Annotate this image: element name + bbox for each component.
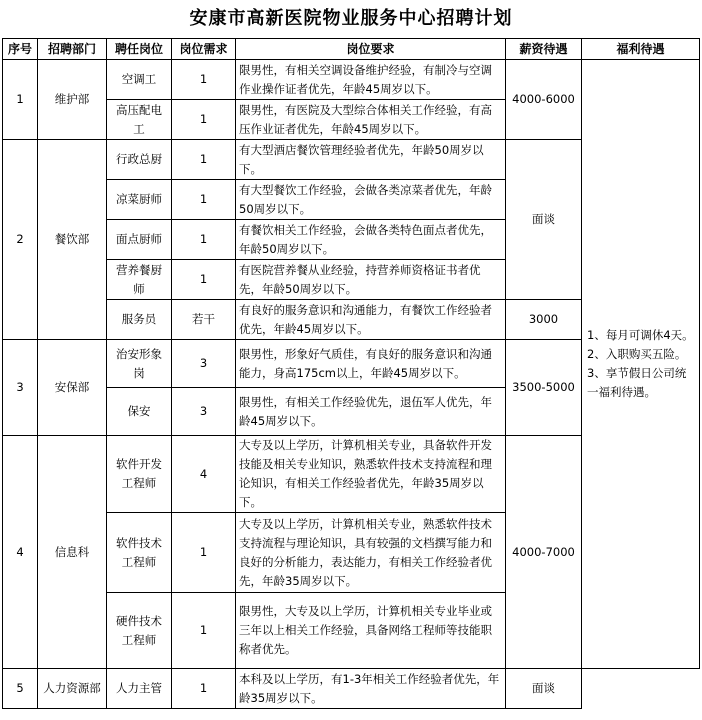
benefit-item: 1、每月可调休4天。	[587, 328, 694, 342]
position-requirement: 大专及以上学历，计算机相关专业，熟悉软件技术支持流程与理论知识，具有较强的文档撰写能力和良好的分析能力，表达能力，有相关工作经验者优先，年龄35周岁以下。	[236, 513, 506, 593]
position-count: 1	[172, 140, 236, 180]
position-requirement: 限男性，有相关工作经验优先，退伍军人优先，年龄45周岁以下。	[236, 388, 506, 436]
dept-no-1: 1	[3, 60, 38, 140]
header-benefits: 福利待遇	[582, 39, 700, 60]
dept-name-2: 餐饮部	[38, 140, 107, 340]
position-title: 高压配电工	[107, 100, 172, 140]
position-title: 软件技术工程师	[107, 513, 172, 593]
table-row	[3, 60, 700, 100]
position-title: 治安形象岗	[107, 340, 172, 388]
dept-salary-2-extra: 3000	[506, 300, 582, 340]
page-title: 安康市高新医院物业服务中心招聘计划	[189, 8, 513, 29]
position-requirement: 有医院营养餐从业经验，持营养师资格证书者优先，年龄50周岁以下。	[236, 260, 506, 300]
position-count: 1	[172, 260, 236, 300]
position-title: 凉菜厨师	[107, 180, 172, 220]
position-count: 1	[172, 100, 236, 140]
position-title: 空调工	[107, 60, 172, 100]
position-title: 保安	[107, 388, 172, 436]
position-title: 营养餐厨师	[107, 260, 172, 300]
position-count: 3	[172, 388, 236, 436]
position-title: 面点厨师	[107, 220, 172, 260]
dept-no-5: 5	[3, 669, 38, 709]
header-requirement: 岗位要求	[236, 39, 506, 60]
dept-no-3: 3	[3, 340, 38, 436]
position-title: 行政总厨	[107, 140, 172, 180]
dept-name-5: 人力资源部	[38, 669, 107, 709]
position-requirement: 大专及以上学历，计算机相关专业，具备软件开发技能及相关专业知识，熟悉软件技术支持流程和理论知识，有相关工作经验者优先，年龄35周岁以下。	[236, 436, 506, 513]
benefits-cell	[582, 60, 700, 669]
position-requirement: 本科及以上学历，有1-3年相关工作经验者优先，年龄35周岁以下。	[236, 669, 506, 709]
dept-salary-4: 4000-7000	[506, 436, 582, 669]
position-requirement: 有大型酒店餐饮管理经验者优先，年龄50周岁以下。	[236, 140, 506, 180]
position-count: 若干	[172, 300, 236, 340]
position-requirement: 有大型餐饮工作经验，会做各类凉菜者优先，年龄50周岁以下。	[236, 180, 506, 220]
benefit-item: 2、入职购买五险。	[587, 347, 687, 361]
position-count: 1	[172, 180, 236, 220]
dept-no-2: 2	[3, 140, 38, 340]
dept-salary-2: 面谈	[506, 140, 582, 300]
dept-salary-1: 4000-6000	[506, 60, 582, 140]
position-count: 1	[172, 513, 236, 593]
header-department: 招聘部门	[38, 39, 107, 60]
position-requirement: 有餐饮相关工作经验，会做各类特色面点者优先，年龄50周岁以下。	[236, 220, 506, 260]
position-title: 硬件技术工程师	[107, 593, 172, 669]
position-requirement: 有良好的服务意识和沟通能力，有餐饮工作经验者优先，年龄45周岁以下。	[236, 300, 506, 340]
benefit-item: 3、享节假日公司统一福利待遇。	[587, 366, 687, 399]
position-title: 软件开发工程师	[107, 436, 172, 513]
position-requirement: 限男性，形象好气质佳，有良好的服务意识和沟通能力，身高175cm以上，年龄45周岁以下。	[236, 340, 506, 388]
position-count: 1	[172, 593, 236, 669]
header-row	[3, 39, 700, 60]
position-count: 1	[172, 220, 236, 260]
position-title: 服务员	[107, 300, 172, 340]
recruitment-table	[2, 38, 700, 709]
position-count: 4	[172, 436, 236, 513]
position-count: 3	[172, 340, 236, 388]
position-requirement: 限男性，有医院及大型综合体相关工作经验，有高压作业证者优先，年龄45周岁以下。	[236, 100, 506, 140]
header-position: 聘任岗位	[107, 39, 172, 60]
header-count: 岗位需求	[172, 39, 236, 60]
position-count: 1	[172, 60, 236, 100]
dept-salary-3: 3500-5000	[506, 340, 582, 436]
dept-name-4: 信息科	[38, 436, 107, 669]
dept-name-3: 安保部	[38, 340, 107, 436]
header-salary: 薪资待遇	[506, 39, 582, 60]
table-row	[3, 669, 700, 709]
position-requirement: 限男性，大专及以上学历，计算机相关专业毕业或三年以上相关工作经验，具备网络工程师等技能职称者优先。	[236, 593, 506, 669]
dept-salary-5: 面谈	[506, 669, 582, 709]
header-no: 序号	[3, 39, 38, 60]
dept-no-4: 4	[3, 436, 38, 669]
position-count: 1	[172, 669, 236, 709]
position-requirement: 限男性，有相关空调设备维护经验，有制冷与空调作业操作证者优先，年龄45周岁以下。	[236, 60, 506, 100]
dept-name-1: 维护部	[38, 60, 107, 140]
position-title: 人力主管	[107, 669, 172, 709]
